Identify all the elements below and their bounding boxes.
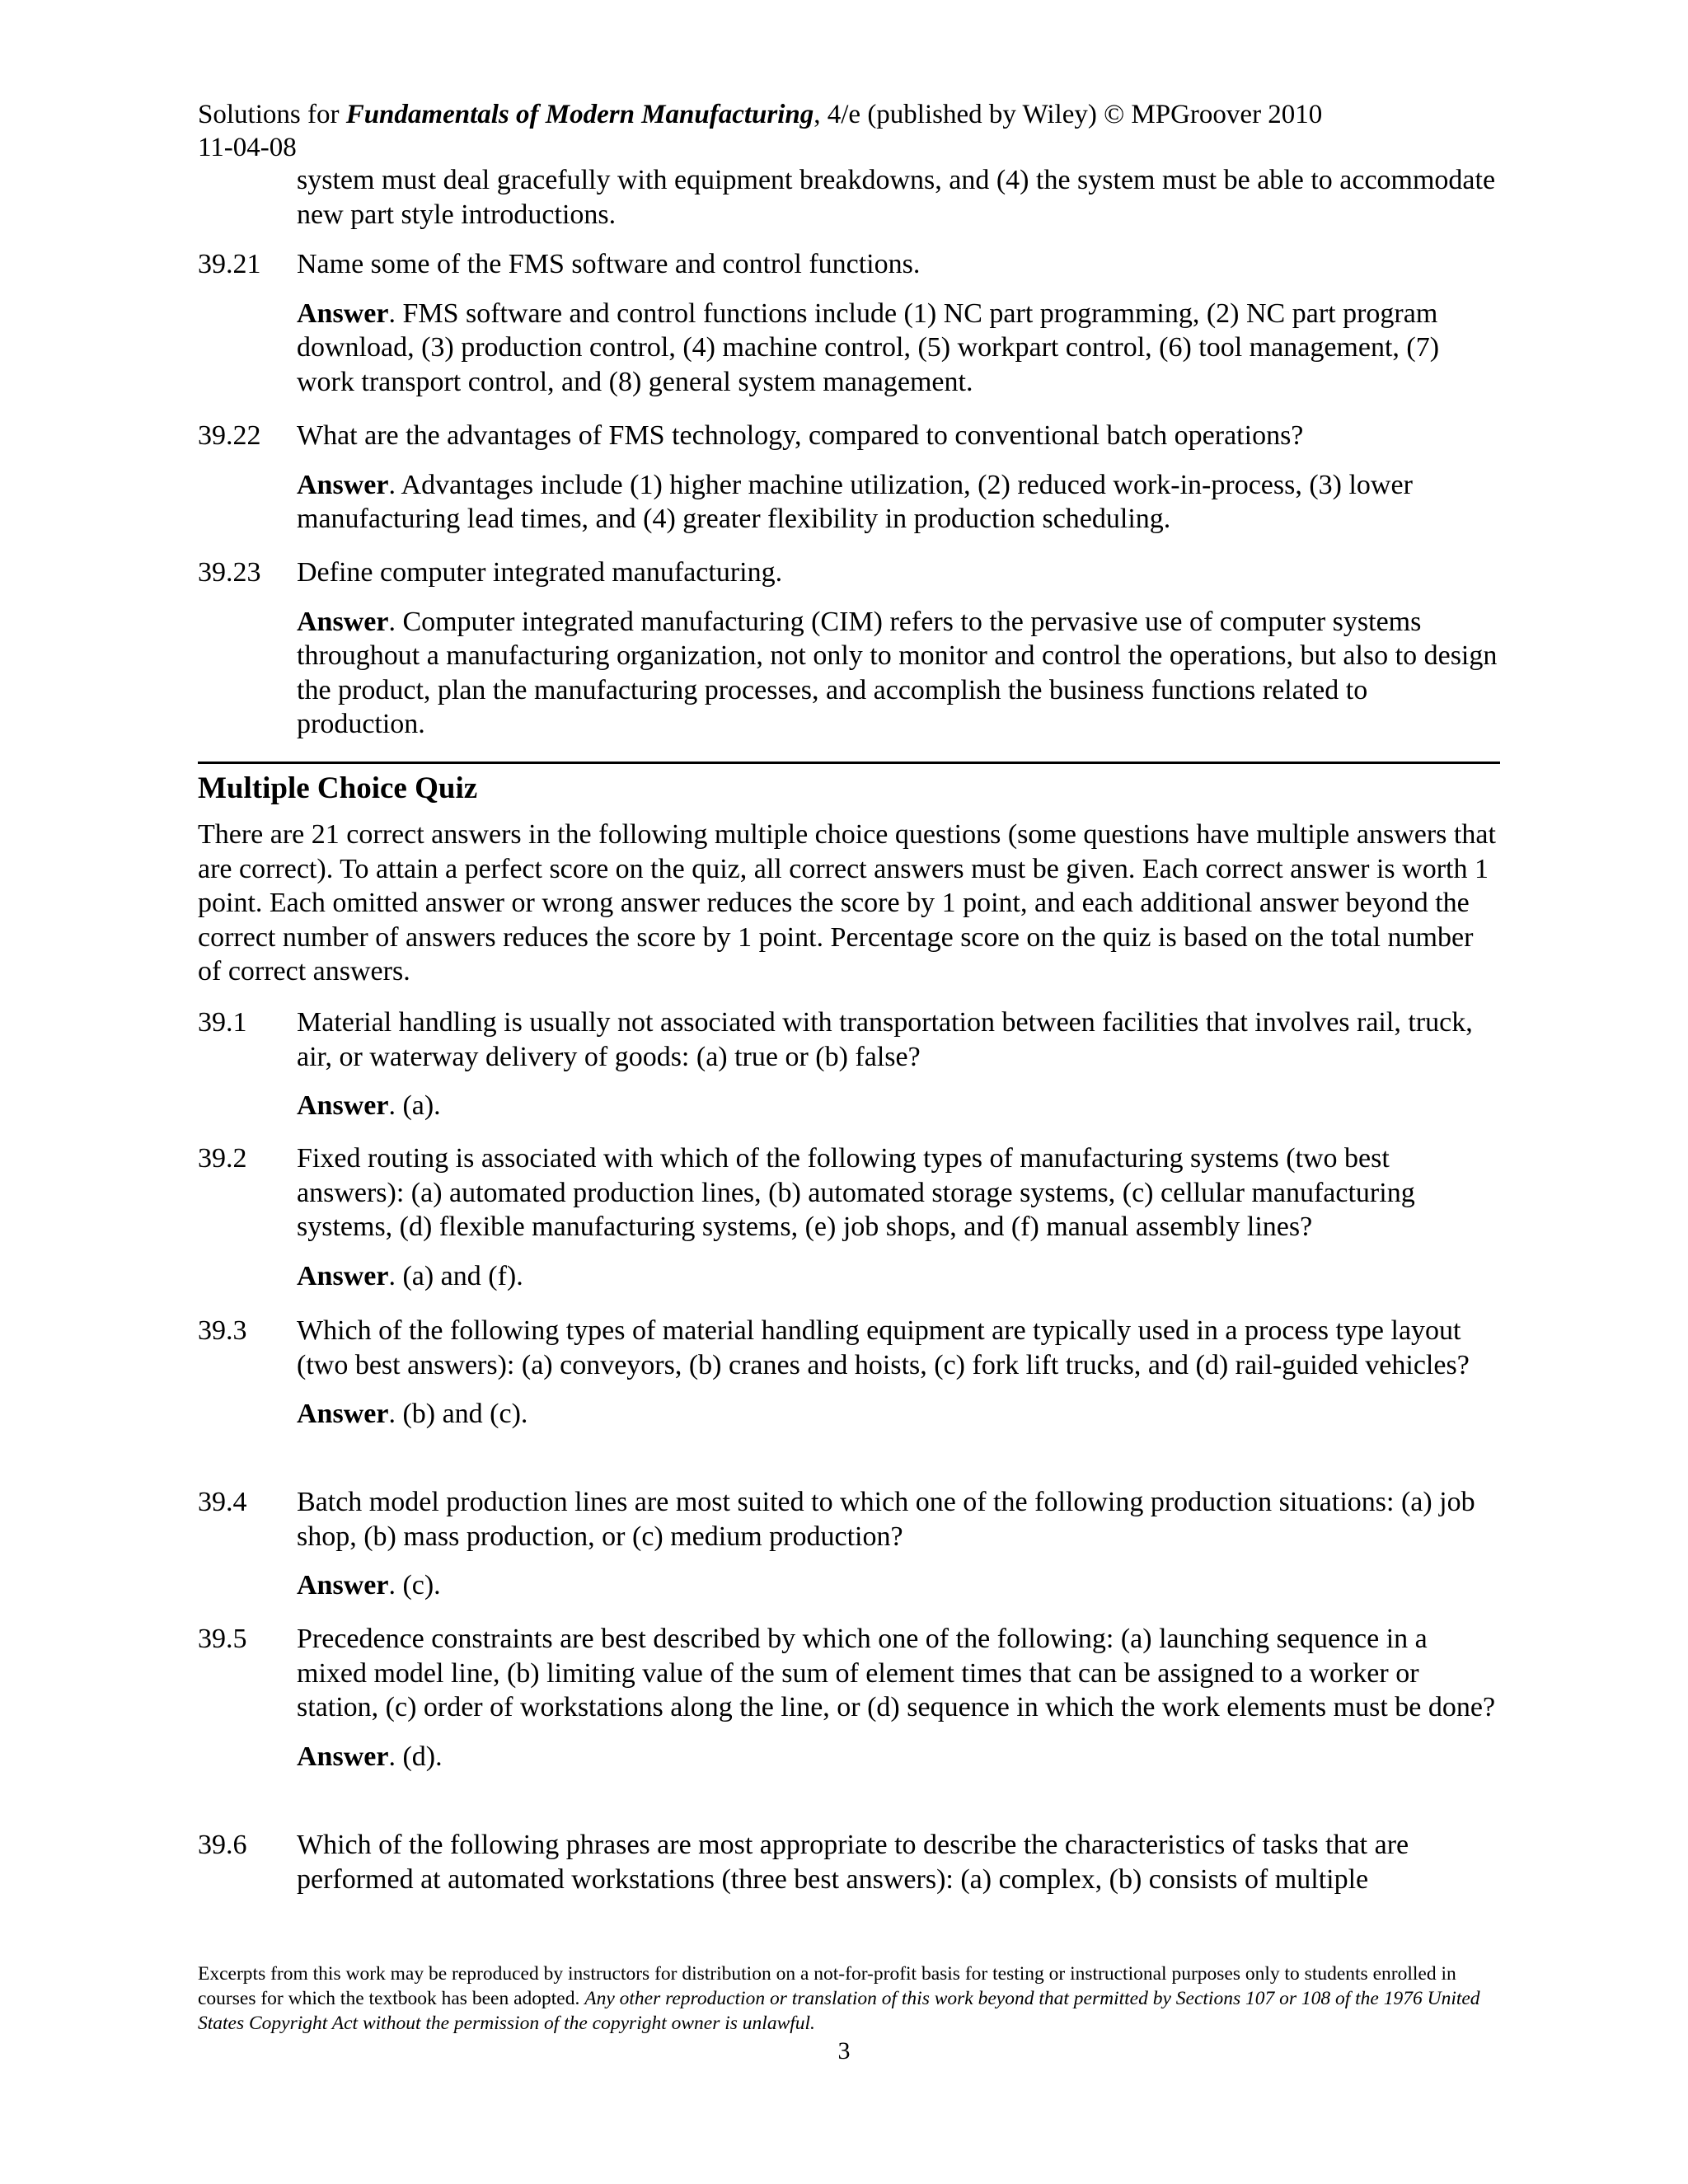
section-divider xyxy=(198,762,1500,764)
answer-text xyxy=(297,605,1500,742)
answer-label: Answer xyxy=(297,1741,389,1772)
footer-plain: Excerpts from this work may be reproduced by instructors for distribution on a not-for-profit basis for testing or instructional purposes only to students enrolled in courses for which the textbook has been adopted. xyxy=(198,1963,1456,2009)
answer-text xyxy=(297,297,1500,400)
question-number: 39.6 xyxy=(198,1830,247,1860)
quiz-question-39-1 xyxy=(198,1005,1500,1123)
answer-text xyxy=(297,1568,1500,1603)
question-text: What are the advantages of FMS technology, compared to conventional batch operations? xyxy=(297,420,1304,451)
answer-body: . (a). xyxy=(388,1090,441,1121)
review-question-39-23 xyxy=(198,555,1500,742)
answer-text xyxy=(297,1089,1500,1123)
question-number: 39.23 xyxy=(198,557,261,588)
header-prefix: Solutions for xyxy=(198,100,346,129)
review-question-39-21 xyxy=(198,247,1500,399)
question-number: 39.3 xyxy=(198,1315,247,1346)
quiz-question-39-6 xyxy=(198,1828,1500,1896)
answer-text xyxy=(297,1397,1500,1432)
question-number: 39.4 xyxy=(198,1487,247,1517)
question-number: 39.22 xyxy=(198,420,261,451)
answer-label: Answer xyxy=(297,298,389,329)
question-text: Batch model production lines are most suited to which one of the following production situations: (a) job shop, (b) mass production, or (c) medium production? xyxy=(297,1487,1475,1552)
page-number: 3 xyxy=(837,2037,851,2064)
copyright-footer xyxy=(198,1961,1500,2036)
header-line xyxy=(198,98,1322,131)
answer-label: Answer xyxy=(297,1570,389,1601)
continuation-block xyxy=(198,163,1500,232)
continuation-text: system must deal gracefully with equipment breakdowns, and (4) the system must be able to accommodate new part style introductions. xyxy=(297,165,1496,230)
question-text: Precedence constraints are best described by which one of the following: (a) launching sequence in a mixed model line, (b) limiting value of the sum of element times that can be assigned to a worker or station, (c) order of workstations along the line, or (d) sequence in which the work elements must be done? xyxy=(297,1624,1496,1722)
answer-label: Answer xyxy=(297,1399,389,1429)
answer-label: Answer xyxy=(297,469,389,500)
answer-body: . Computer integrated manufacturing (CIM) refers to the pervasive use of computer systems throughout a manufacturing organization, not only to monitor and control the operations, but also to design the product, plan the manufacturing processes, and accomplish the business functions related to production. xyxy=(297,606,1498,739)
answer-body: . (b) and (c). xyxy=(388,1399,528,1429)
quiz-intro: There are 21 correct answers in the following multiple choice questions (some questions have multiple answers that are correct). To attain a perfect score on the quiz, all correct answers must be given. Each correct answer is worth 1 point. Each omitted answer or wrong answer reduces the score by 1 point, and each additional answer beyond the correct number of answers reduces the score by 1 point. Percentage score on the quiz is based on the total number of correct answers. xyxy=(198,819,1496,987)
answer-body: . (a) and (f). xyxy=(388,1260,523,1291)
answer-body: . (d). xyxy=(388,1741,443,1772)
quiz-question-39-3 xyxy=(198,1314,1500,1432)
answer-label: Answer xyxy=(297,606,389,637)
answer-text xyxy=(297,1740,1500,1774)
book-title: Fundamentals of Modern Manufacturing xyxy=(345,100,814,129)
question-text: Material handling is usually not associated with transportation between facilities that involves rail, truck, air, or waterway delivery of goods: (a) true or (b) false? xyxy=(297,1007,1473,1072)
answer-body: . FMS software and control functions include (1) NC part programming, (2) NC part program download, (3) production control, (4) machine control, (5) workpart control, (6) tool management, (7) work transport control, and (8) general system management. xyxy=(297,298,1440,397)
question-text: Fixed routing is associated with which of the following types of manufacturing systems (two best answers): (a) automated production lines, (b) automated storage systems, (c) cellular manufacturing systems, (d) flexible manufacturing systems, (e) job shops, and (f) manual assembly lines? xyxy=(297,1143,1415,1242)
answer-label: Answer xyxy=(297,1260,389,1291)
question-number: 39.1 xyxy=(198,1007,247,1038)
answer-body: . (c). xyxy=(388,1570,441,1601)
question-text: Name some of the FMS software and control functions. xyxy=(297,249,921,279)
answer-label: Answer xyxy=(297,1090,389,1121)
quiz-question-39-2 xyxy=(198,1141,1500,1293)
answer-text xyxy=(297,1259,1500,1294)
quiz-question-39-4 xyxy=(198,1485,1500,1603)
question-number: 39.5 xyxy=(198,1624,247,1654)
section-title: Multiple Choice Quiz xyxy=(198,771,478,805)
footer-italic: Any other reproduction or translation of this work beyond that permitted by Sections 107 or 108 of the 1976 United States Copyright Act without the permission of the copyright owner is unlawful. xyxy=(198,1988,1480,2034)
question-text: Define computer integrated manufacturing. xyxy=(297,557,783,588)
question-number: 39.2 xyxy=(198,1143,247,1174)
answer-body: . Advantages include (1) higher machine utilization, (2) reduced work-in-process, (3) lower manufacturing lead times, and (4) greater flexibility in production scheduling. xyxy=(297,469,1413,534)
question-text: Which of the following types of material handling equipment are typically used in a process type layout (two best answers): (a) conveyors, (b) cranes and hoists, (c) fork lift trucks, and (d) rail-guided vehicles? xyxy=(297,1315,1470,1380)
header-suffix: , 4/e (published by Wiley) © MPGroover 2010 xyxy=(814,100,1323,129)
question-text: Which of the following phrases are most appropriate to describe the characteristics of tasks that are performed at automated workstations (three best answers): (a) complex, (b) consists of multiple xyxy=(297,1830,1409,1895)
header-date: 11-04-08 xyxy=(198,133,297,162)
running-header xyxy=(198,98,1322,164)
answer-text xyxy=(297,468,1500,537)
review-question-39-22 xyxy=(198,419,1500,537)
quiz-question-39-5 xyxy=(198,1622,1500,1774)
question-number: 39.21 xyxy=(198,249,261,279)
